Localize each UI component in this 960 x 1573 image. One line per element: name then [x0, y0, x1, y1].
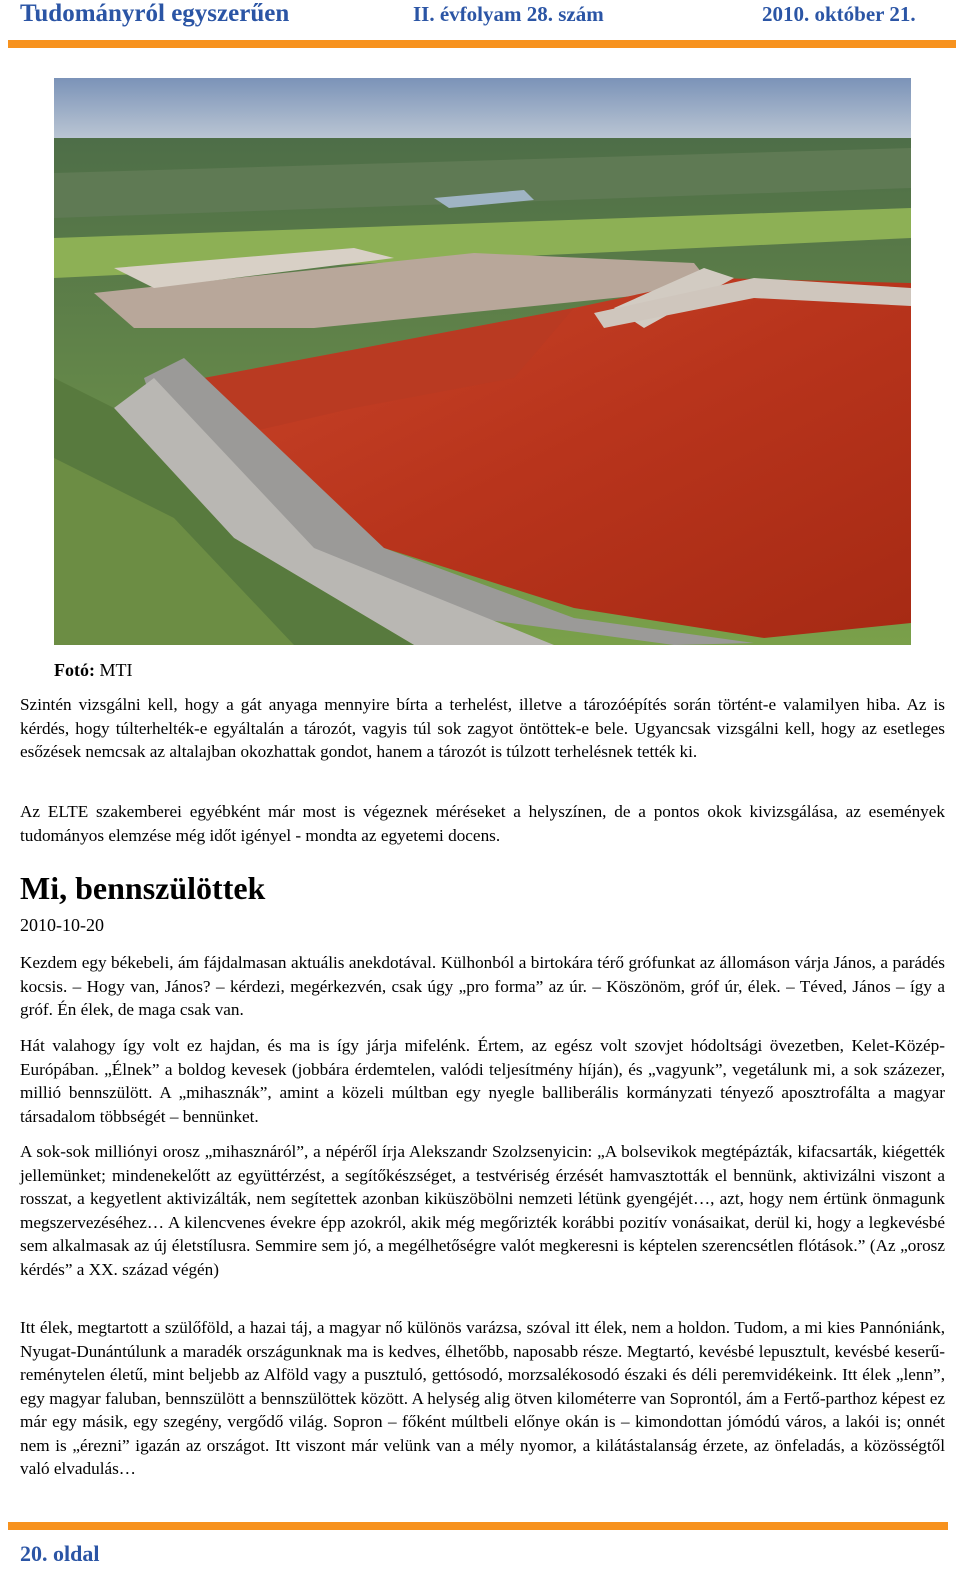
article2-title: Mi, bennszülöttek [20, 870, 266, 906]
photo-caption [54, 660, 132, 681]
article2-paragraph-1: Kezdem egy békebeli, ám fájdalmasan aktuális anekdotával. Külhonból a birtokára térő grófunkat az állomáson várja János, a parádés kocsis. – Hogy van, János? – kérdezi, megérkezvén, csak úgy „pro forma” az úr. – Köszönöm, gróf úr, élek. – Téved, János – így a gróf. Én élek, de maga csak van. [20, 953, 945, 1019]
article2-paragraph-3: A sok-sok milliónyi orosz „mihasznáról”, a népéről írja Alekszandr Szolzsenyicin: „A bolsevikok megtépázták, kifacsarták, kiégették jellemünket; mindenekelőtt az együttérzést, a segítőkészséget, a testvériség érzését hamvasztották el bennünk, aktivizálni viszont a rosszat, a kegyetlent aktivizálták, nem segítettek azonban kiküszöbölni nemzeti létünk gyengéjét…, azt, hogy nem értünk önmagunk megszervezéséhez… A kilencvenes évekre épp azokról, akik még megőrizték korábbi pozitív vonásaikat, derül ki, hogy a legkevésbé sem alkalmasak az új életstílusra. Semmire sem jó, a megélhetőségre valót megkeresni is képtelen szerencsétlen flótások.” (Az „orosz kérdés” a XX. század végén) [20, 1142, 945, 1279]
photo-caption-source: MTI [99, 660, 133, 680]
page-number: 20. oldal [20, 1541, 100, 1566]
issue-number: II. évfolyam 28. szám [413, 2, 604, 26]
article1-paragraph-1: Szintén vizsgálni kell, hogy a gát anyaga mennyire bírta a terhelést, illetve a tározóépítés során történt-e valamilyen hiba. Az is kérdés, hogy túlterhelték-e egyáltalán a tározót, vagyis túl sok zagyot öntöttek-e bele. Ugyancsak vizsgálni kell, hogy az esetleges esőzések nemcsak az altalajban okozhattak gondot, hanem a tározót is túlzott terhelésnek tették ki. [20, 695, 945, 761]
footer-divider [8, 1522, 948, 1530]
aerial-photo-red-sludge-reservoir [54, 78, 911, 645]
page-header [0, 0, 960, 40]
header-divider [8, 40, 956, 48]
article2-paragraph-4: Itt élek, megtartott a szülőföld, a hazai táj, a magyar nő különös varázsa, szóval itt élek, nem a holdon. Tudom, a mi kies Pannóniánk, Nyugat-Dunántúlunk a maradék országunknak ma is kedves, élhetőbb, naposabb része. Megtartó, kevésbé lepusztult, kevésbé keserű-reménytelen életű, mint beljebb az Alföld vagy a pusztuló, gettósodó, morzsalékosodó északi és déli peremvidékeink. Itt élek „lenn”, egy magyar faluban, bennszülött a bennszülöttek között. A helység alig ötven kilométerre van Soprontól, ám a Fertő-parthoz képest ez már egy másik, egy szegény, vergődő világ. Sopron – főként múltbeli előnye okán is – kimondottan jómódú város, a lakói is; onnét nem is „érezni” igazán az országot. Itt viszont már velünk van a mély nyomor, a kilátástalanság érzete, az önfeladás, a közösségtől való elvadulás… [20, 1318, 945, 1478]
issue-date: 2010. október 21. [762, 2, 916, 26]
photo-caption-label: Fotó: [54, 660, 95, 680]
article2-paragraph-2: Hát valahogy így volt ez hajdan, és ma is így járja mifelénk. Értem, az egész volt szovjet hódoltsági övezetben, Kelet-Közép-Európában. „Élnek” a boldog kevesek (jobbára érdemtelen, valódi teljesítmény híján), és „vagyunk”, vegetálunk mi, a sok százezer, millió bennszülött. A „mihasznák”, amint a közeli múltban egy nyegle balliberális kormányzati tényező aposztrofálta a magyar társadalom többségét – bennünket. [20, 1036, 945, 1126]
newsletter-title: Tudományról egyszerűen [20, 0, 290, 27]
article1-paragraph-2: Az ELTE szakemberei egyébként már most is végeznek méréseket a helyszínen, de a pontos okok kivizsgálása, az események tudományos elemzése még időt igényel - mondta az egyetemi docens. [20, 802, 945, 845]
article2-date: 2010-10-20 [20, 915, 104, 935]
